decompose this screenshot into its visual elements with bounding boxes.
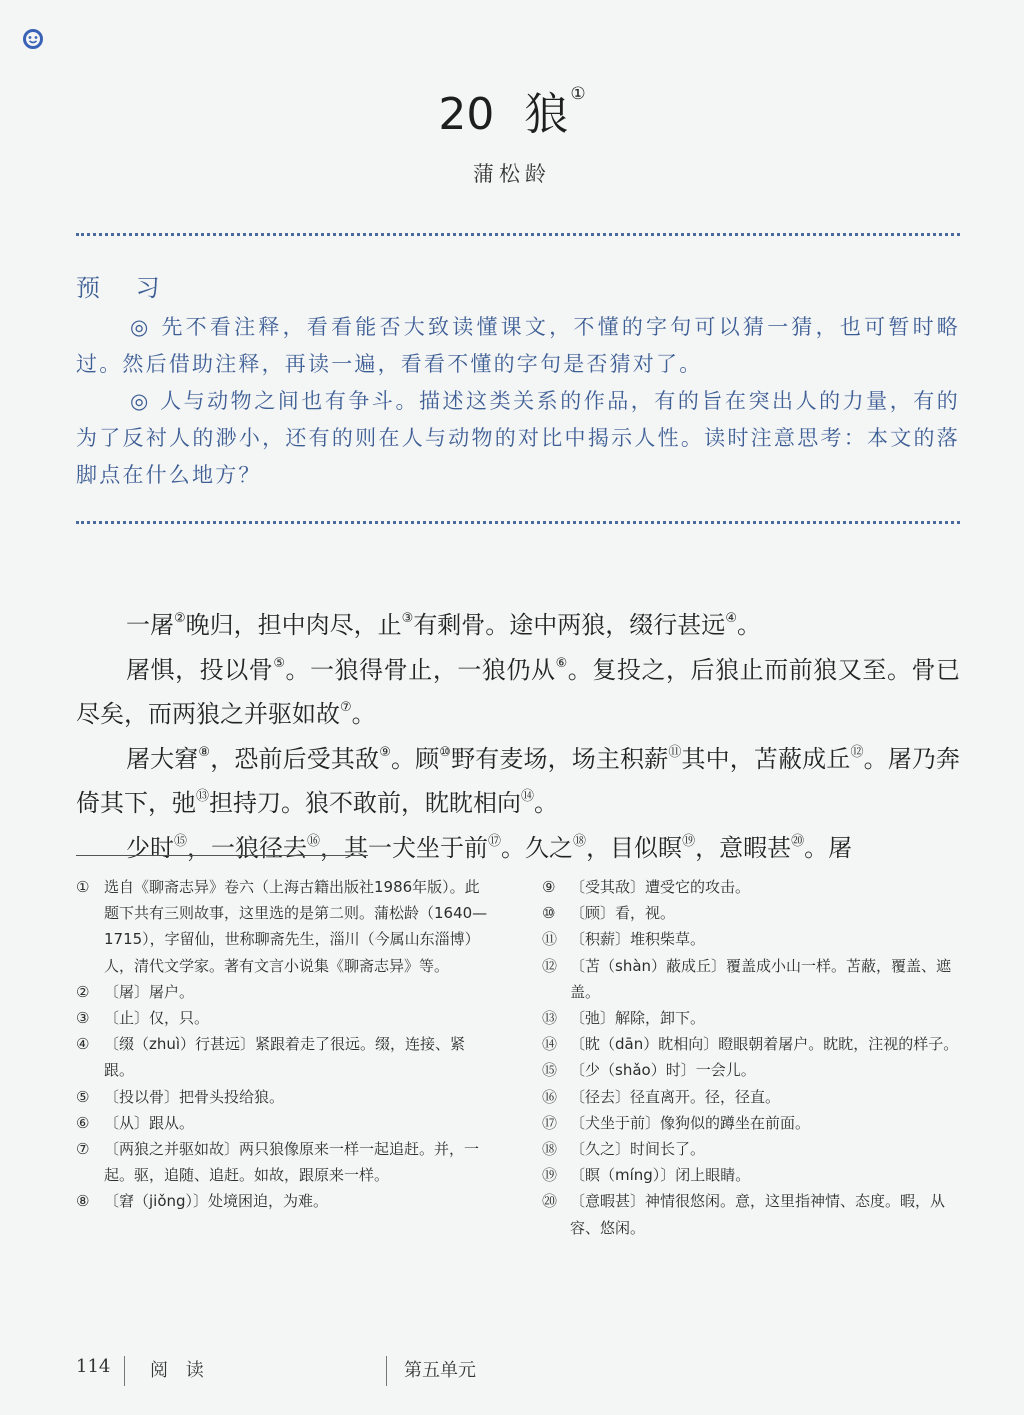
footnote: ③ 〔止〕仅，只。: [76, 1009, 210, 1028]
text-paragraph: 屠惧，投以骨⑤。一狼得骨止，一狼仍从⑥。复投之，后狼止而前狼又至。骨已尽矣，而两狼之并驱如故⑦。: [76, 655, 961, 728]
footnote: ⑪ 〔积薪〕堆积柴草。: [542, 930, 706, 949]
footnote: ④ 〔缀（zhuì）行甚远〕紧跟着走了很远。缀，连接、紧跟。: [76, 1035, 466, 1080]
footer-separator: [124, 1356, 125, 1386]
lesson-title: [0, 78, 1024, 142]
divider-top: [76, 233, 960, 236]
text-paragraph: 屠大窘⑧，恐前后受其敌⑨。顾⑩野有麦场，场主积薪⑪其中，苫蔽成丘⑫。屠乃奔倚其下，弛⑬担持刀。狼不敢前，眈眈相向⑭。: [76, 744, 961, 817]
footnote: ⑩ 〔顾〕看，视。: [542, 904, 676, 923]
preview-paragraph: ◎ 先不看注释，看看能否大致读懂课文，不懂的字句可以猜一猜，也可暂时略过。然后借助注释，再读一遍，看看不懂的字句是否猜对了。: [76, 315, 960, 376]
footnote: ② 〔屠〕屠户。: [76, 982, 195, 1001]
footnotes-right: [542, 874, 960, 1241]
text-paragraph: 一屠②晚归，担中肉尽，止③有剩骨。途中两狼，缀行甚远④。: [126, 611, 761, 639]
main-text: [76, 600, 960, 867]
footer-separator: [386, 1356, 387, 1386]
preview-paragraph: ◎ 人与动物之间也有争斗。描述这类关系的作品，有的旨在突出人的力量，有的为了反衬人的渺小，还有的则在人与动物的对比中揭示人性。读时注意思考：本文的落脚点在什么地方？: [76, 389, 960, 487]
footer-section: 阅 读: [150, 1360, 210, 1381]
author: 蒲松龄: [473, 162, 551, 186]
preview-heading: 预 习: [76, 274, 174, 302]
smiley-icon: [22, 28, 44, 50]
footnote: ⑫ 〔苫（shàn）蔽成丘〕覆盖成小山一样。苫蔽，覆盖、遮盖。: [542, 956, 952, 1001]
footnote: ⑦ 〔两狼之并驱如故〕两只狼像原来一样一起追赶。并，一起。驱，追随、追赶。如故，跟原来一样。: [76, 1140, 480, 1185]
preview-section: [76, 309, 960, 494]
footnote-rule: [76, 855, 368, 856]
footnote: ⑱ 〔久之〕时间长了。: [542, 1140, 706, 1159]
footnote: ⑲ 〔瞑（míng）〕闭上眼睛。: [542, 1166, 751, 1185]
footnote: ⑥ 〔从〕跟从。: [76, 1113, 195, 1132]
lesson-title-text: 狼: [524, 89, 569, 140]
footnote: ⑯ 〔径去〕径直离开。径，径直。: [542, 1087, 781, 1106]
footnote: ⑧ 〔窘（jiǒng）〕处境困迫，为难。: [76, 1192, 329, 1211]
footnotes-left: [76, 874, 494, 1215]
footnote: ① 选自《聊斋志异》卷六（上海古籍出版社1986年版）。此题下共有三则故事，这里选的是第二则。蒲松龄（1640—1715），字留仙，世称聊斋先生，淄川（今属山东淄博）人，清代文学家。著有文言小说集《聊斋志异》等。: [76, 878, 488, 975]
footnote: ⑳ 〔意暇甚〕神情很悠闲。意，这里指神情、态度。暇，从容、悠闲。: [542, 1192, 946, 1237]
lesson-number: 20: [438, 89, 495, 140]
text-paragraph: 少时⑮，一狼径去⑯，其一犬坐于前⑰。久之⑱，目似瞑⑲，意暇甚⑳。屠: [126, 833, 853, 862]
footnote: ⑤ 〔投以骨〕把骨头投给狼。: [76, 1087, 285, 1106]
title-note-mark: ①: [570, 84, 586, 104]
footnote: ⑬ 〔弛〕解除，卸下。: [542, 1009, 706, 1028]
footnote: ⑰ 〔犬坐于前〕像狗似的蹲坐在前面。: [542, 1113, 811, 1132]
page-number: 114: [76, 1356, 111, 1377]
footer-unit: 第五单元: [404, 1360, 476, 1381]
footnote: ⑮ 〔少（shǎo）时〕一会儿。: [542, 1061, 756, 1080]
footnote: ⑨ 〔受其敌〕遭受它的攻击。: [542, 878, 751, 896]
footnote: ⑭ 〔眈（dān）眈相向〕瞪眼朝着屠户。眈眈，注视的样子。: [542, 1035, 959, 1054]
divider-bottom: [76, 521, 960, 524]
